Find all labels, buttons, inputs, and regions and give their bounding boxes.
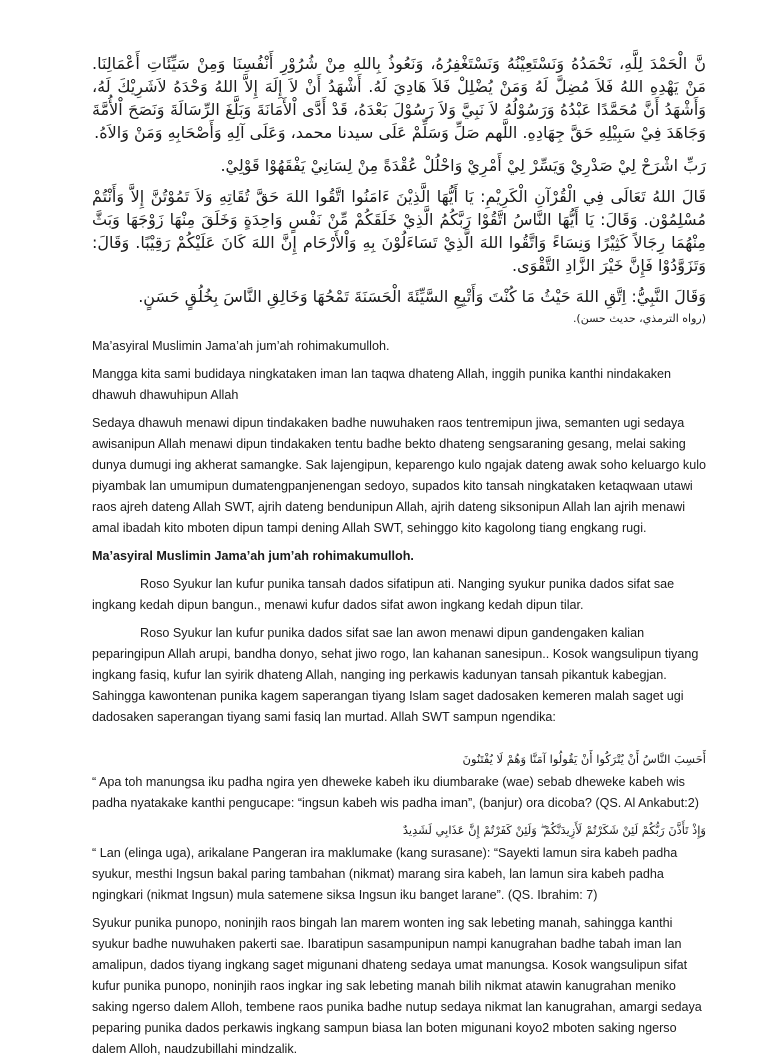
greeting-heading: Ma’asyiral Muslimin Jama’ah jum’ah rohimakumulloh.	[92, 549, 414, 563]
body-paragraph: Roso Syukur lan kufur punika dados sifat sae lan awon menawi dipun gandengaken kalian peparingipun Allah arupi, bandha donyo, sehat jiwo rogo, lan kahanan sanesipun.. Kosok wangsulipun tiyang ingkang fasiq, kufur lan syirik dhateng Allah, nanging ing perkawis kadunyan tansah pikantuk kabegjan. Sahingga kawontenan punika kagem saperangan tiyang Islam saget dadosaken kemeren malah saget ugi dadosaken saperangan tiyang sami fasiq lan murtad. Allah SWT sampun ngendika:	[92, 626, 699, 724]
verse-translation: “ Lan (elinga uga), arikalane Pangeran ira maklumake (kang surasane): “Sayekti lamun sira kabeh padha syukur, mesthi Ingsun bakal paring tambahan (nikmat) marang sira kabeh, lan lamun sira kabeh padha ngingkari (nikmat Ingsun) mula satemene siksa Ingsun iku banget larane”. (QS. Ibrahim: 7)	[92, 846, 678, 902]
arabic-hadith: وَقَالَ النَّبِيُّ: اِتَّقِ اللهَ حَيْثُ مَا كُنْتَ وَأَتْبِعِ السَّيِّئَةَ الْحَسَنَةَ تَمْحُهَا وَخَالِقِ النَّاسَ بِخُلُقٍ حَسَنٍ.	[138, 287, 706, 306]
body-paragraph: Mangga kita sami budidaya ningkataken iman lan taqwa dhateng Allah, inggih punika kanthi nindakaken dhawuh dhawuhipun Allah	[92, 367, 672, 402]
hadith-source: (رواه الترمذي، حديث حسن).	[572, 312, 706, 325]
body-paragraph: Syukur punika punopo, noninjih raos bingah lan marem wonten ing sak lebeting manah, sahingga kanthi syukur badhe nuwuhaken pakerti sae. Ibaratipun sasampunipun nampi kanugrahan badhe tabah iman lan amalipun, dados tiyang ingkang saget migunani dhateng sedaya umat manungsa. Kosok wangsulipun sifat kufur punika punopo, noninjih raos ingkar ing sak lebeting manah bilih nikmat atawin kanugrahan meniko saking ngerso dalem Alloh, tembene raos punika badhe nutup sedaya nikmat lan kanugrahan, amargi sedaya peparing punika dados perkawis ingkang sampun biasa lan boten migunani koyo2 mboten saking ngerso dalem Alloh, naudzubillahi mindzalik.	[92, 916, 702, 1056]
greeting-paragraph: Ma’asyiral Muslimin Jama’ah jum’ah rohimakumulloh.	[92, 339, 390, 353]
arabic-opening-khutbah: نَّ الْحَمْدَ لِلَّهِ، نَحْمَدُهُ وَنَسْتَعِيْنُهُ وَنَسْتَغْفِرُهُ، وَنَعُوذُ بِاللهِ مِنْ شُرُوْرِ أَنْفُسِنَا وَمِنْ سَيِّئَاتِ أَعْمَالِنَا. مَنْ يَهْدِهِ اللهُ فَلاَ مُضِلَّ لَهُ وَمَنْ يُضْلِلْ فَلاَ هَادِيَ لَهُ. أَشْهَدُ أَنْ لاَ إِلَهَ إِلاَّ اللهُ وَحْدَهُ لاَشَرِيْكَ لَهُ، وَأَشْهَدُ أَنَّ مُحَمَّدًا عَبْدُهُ وَرَسُوْلُهُ لاَ نَبِيَّ وَلاَ رَسُوْلَ بَعْدَهُ، قَدْ أَدَّى اْلأَمَانَةَ وَبَلَّغَ الرِّسَالَةَ وَنَصَحَ اْلأُمَّةَ وَجَاهَدَ فِيْ سَبِيْلِهِ حَقَّ جِهَادِهِ. اللَّهم صَلِّ وَسَلِّمْ عَلَى سيدنا محمد، وَعَلَى آلِهِ وَأَصْحَابِهِ وَمَنْ وَالاَهُ.	[92, 54, 706, 142]
arabic-verse-ankabut: أَحَسِبَ النَّاسُ أَنْ يُتْرَكُوا أَنْ يَقُولُوا آمَنَّا وَهُمْ لَا يُفْتَنُونَ	[462, 752, 706, 766]
arabic-doa: رَبِّ اشْرَحْ لِيْ صَدْرِيْ وَيَسِّرْ لِيْ أَمْرِيْ وَاحْلُلْ عُقْدَةً مِنْ لِسَانِيْ يَفْقَهُوْا قَوْلِيْ.	[220, 156, 706, 175]
verse-translation: “ Apa toh manungsa iku padha ngira yen dheweke kabeh iku diumbarake (wae) sebab dheweke kabeh wis padha nyatakake kanthi pengucape: “ingsun kabeh wis padha iman”, (banjur) ora dicoba? (QS. Al Ankabut:2)	[92, 775, 699, 810]
body-paragraph: Roso Syukur lan kufur punika tansah dados sifatipun ati. Nanging syukur punika dados sifat sae ingkang kedah dipun bangun., menawi kufur dados sifat awon ingkang kedah dipun tilar.	[92, 577, 675, 612]
arabic-quran-verses: قَالَ اللهُ تَعَالَى فِي الْقُرْآنِ الْكَرِيْمِ: يَا أَيُّهَا الَّذِيْنَ ءَامَنُوا اتَّقُوا اللهَ حَقَّ تُقَاتِهِ وَلاَ تَمُوْتُنَّ إِلاَّ وَأَنْتُمْ مُسْلِمُوْن. وَقَالَ: يَا أَيُّهَا النَّاسُ اتَّقُوْا رَبَّكُمُ الَّذِيْ خَلَقَكُمْ مِّنْ نَفْسٍ وَاحِدَةٍ وَخَلَقَ مِنْهَا زَوْجَهَا وَبَثَّ مِنْهُمَا رِجَالاً كَثِيْرًا وَنِسَاءً وَاتَّقُوا اللهَ الَّذِيْ تَسَاءَلُوْنَ بِهِ وَاْلأَرْحَام إِنَّ اللهَ كَانَ عَلَيْكُمْ رَقِيْبًا. وَقَالَ: وَتَزَوَّدُوْا فَإِنَّ خَيْرَ الزَّادِ التَّقْوَى.	[92, 187, 706, 275]
body-paragraph: Sedaya dhawuh menawi dipun tindakaken badhe nuwuhaken raos tentremipun jiwa, semanten ugi sedaya awisanipun Allah menawi dipun tindakaken tentu badhe bekto dhateng sengsaraning gesang, melai saking dunya dumugi ing akherat samangke. Sak lajengipun, keparengo kulo ngajak dateng awak soho keluargo kulo piyambak lan umumipun dumatengpanjenengan sedoyo, supados kito tansah ningkataken ketaqwaan utawi raos ajreh dateng Allah SWT, ajrih dateng bendunipun Allah, ajrih dateng siksonipun Allah lan ajrih menawi amal ibadah kito mboten dipun tampi dening Allah SWT, sehinggo kito kagolong tiang engkang rugi.	[92, 416, 707, 535]
arabic-verse-ibrahim: وَإِذْ تَأَذَّنَ رَبُّكُمْ لَئِنْ شَكَرْتُمْ لَأَزِيدَنَّكُمْ ۖ وَلَئِنْ كَفَرْتُمْ إِنَّ عَذَابِي لَشَدِيدٌ	[402, 823, 706, 837]
